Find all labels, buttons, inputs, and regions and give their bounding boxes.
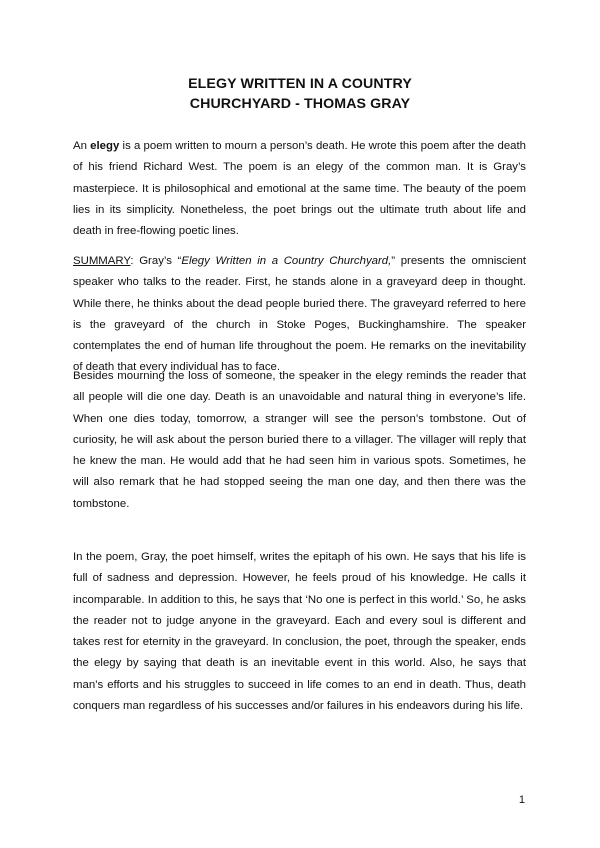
intro-prefix: An <box>73 140 91 152</box>
summary-text: ” presents the omniscient speaker who talks to the reader. First, he stands alone in a graveyard deep in thought. While there, he thinks about the dead people buried there. The graveyard referred to here is the graveyard of the church in Stoke Poges, Buckinghamshire. The speaker contemplates the end of human life throughout the poem. He remarks on the inevitability of death that every individual has to face. <box>73 255 526 374</box>
elegy-term: elegy <box>90 140 120 152</box>
paragraph-mourning: Besides mourning the loss of someone, the speaker in the elegy reminds the reader that all people will die one day. Death is an unavoidable and natural thing in everyone’s life. When one dies today, tomorrow, a stranger will see the person’s tombstone. Out of curiosity, he will ask about the person buried there to a villager. The villager will reply that he knew the man. He would add that he had seen him in various spots. Sometimes, he will also remark that he had stopped seeing the man one day, and then there was the tombstone. <box>73 370 526 510</box>
paragraph-intro <box>73 136 526 242</box>
summary-colon: : Gray’s “ <box>130 255 182 267</box>
document-title <box>0 74 600 114</box>
summary-label: SUMMARY <box>73 255 131 267</box>
intro-text: is a poem written to mourn a person’s death. He wrote this poem after the death of his friend Richard West. The poem is an elegy of the common man. It is Gray’s masterpiece. It is philosophical and emotional at the same time. The beauty of the poem lies in its simplicity. Nonetheless, the poet brings out the ultimate truth about life and death in free-flowing poetic lines. <box>73 140 526 238</box>
paragraph-summary <box>73 251 526 379</box>
paragraph-epitaph: In the poem, Gray, the poet himself, writes the epitaph of his own. He says that his life is full of sadness and depression. However, he feels proud of his knowledge. He calls it incomparable. In addition to this, he says that ‘No one is perfect in this world.’ So, he asks the reader not to judge anyone in the graveyard. Each and every soul is different and takes rest for eternity in the graveyard. In conclusion, the poet, through the speaker, ends the elegy by saying that death is an inevitable event in this world. Also, he says that man’s efforts and his struggles to succeed in life comes to an end in death. Thus, death conquers man regardless of his successes and/or failures in his endeavors during his life. <box>73 551 526 713</box>
poem-title-italic: Elegy Written in a Country Churchyard, <box>181 255 392 267</box>
title-line-2: CHURCHYARD - THOMAS GRAY <box>189 96 411 112</box>
title-line-1: ELEGY WRITTEN IN A COUNTRY <box>188 76 412 92</box>
page-number: 1 <box>518 794 525 806</box>
